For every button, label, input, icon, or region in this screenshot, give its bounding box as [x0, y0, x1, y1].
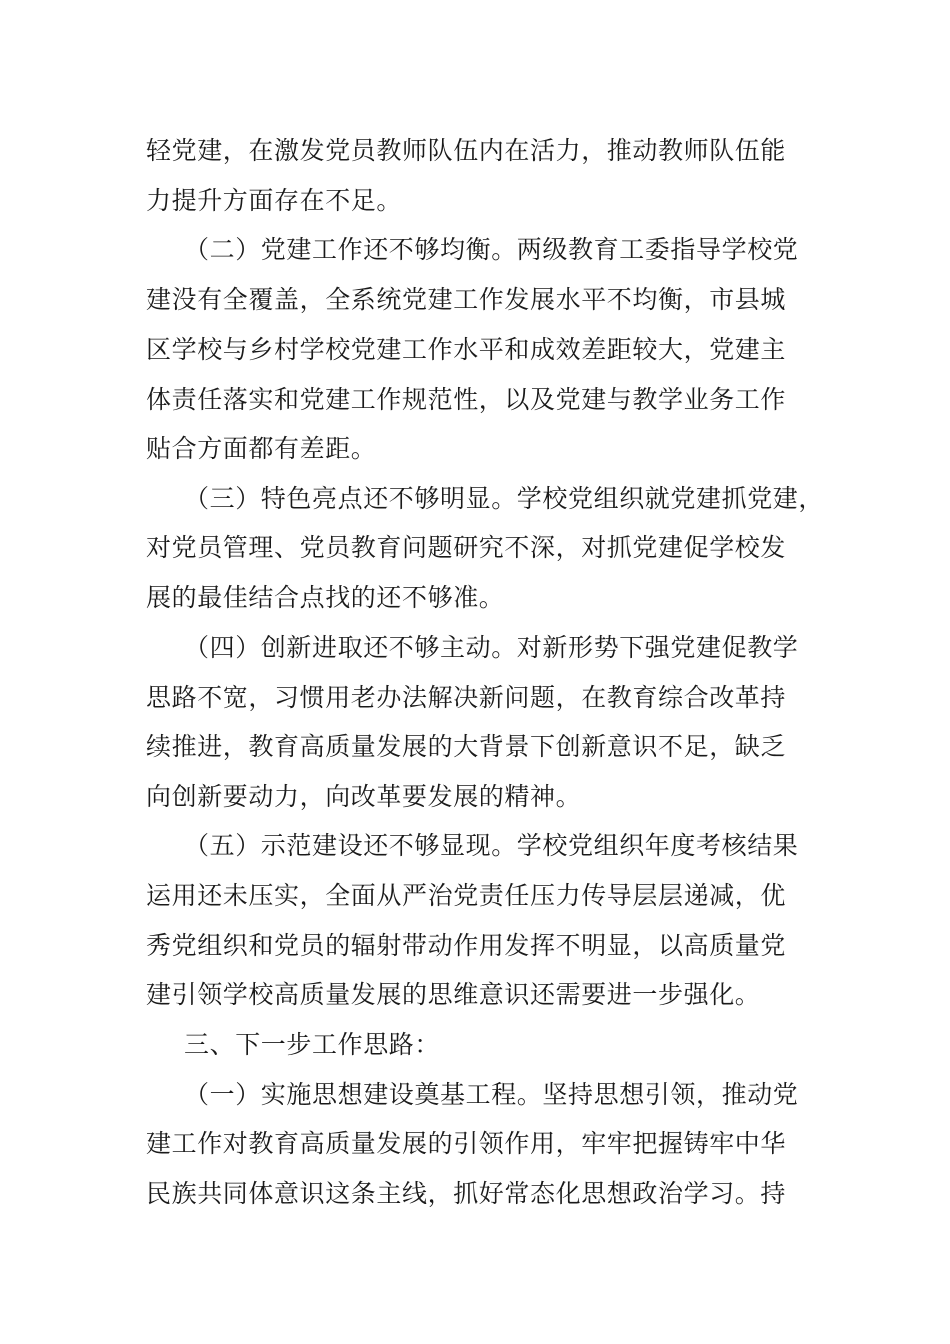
text-line: 对党员管理、党员教育问题研究不深，对抓党建促学校发 [146, 533, 787, 562]
text-line: 力提升方面存在不足。 [146, 186, 403, 215]
text-line: 区学校与乡村学校党建工作水平和成效差距较大，党建主 [146, 335, 787, 364]
text-line: 民族共同体意识这条主线，抓好常态化思想政治学习。持 [146, 1179, 787, 1208]
text-line: 建引领学校高质量发展的思维意识还需要进一步强化。 [146, 980, 761, 1009]
text-line: 建工作对教育高质量发展的引领作用，牢牢把握铸牢中华 [146, 1129, 787, 1158]
section-heading-5: （五）示范建设还不够显现。学校党组织年度考核结果 [184, 831, 799, 860]
text-line: 建没有全覆盖，全系统党建工作发展水平不均衡，市县城 [146, 285, 787, 314]
section-heading-2: （二）党建工作还不够均衡。两级教育工委指导学校党 [184, 235, 799, 264]
text-line: 贴合方面都有差距。 [146, 434, 377, 463]
text-line: 展的最佳结合点找的还不够准。 [146, 583, 505, 612]
section-heading-3: （三）特色亮点还不够明显。学校党组织就党建抓党建， [184, 484, 825, 513]
section-heading-4: （四）创新进取还不够主动。对新形势下强党建促教学 [184, 633, 799, 662]
text-line: 运用还未压实，全面从严治党责任压力传导层层递减，优 [146, 881, 787, 910]
text-line: 体责任落实和党建工作规范性，以及党建与教学业务工作 [146, 385, 787, 414]
text-line: 向创新要动力，向改革要发展的精神。 [146, 782, 582, 811]
text-line: 秀党组织和党员的辐射带动作用发挥不明显，以高质量党 [146, 931, 787, 960]
chapter-heading-3: 三、下一步工作思路： [184, 1030, 441, 1059]
section-heading-1: （一）实施思想建设奠基工程。坚持思想引领，推动党 [184, 1080, 799, 1109]
text-line: 续推进，教育高质量发展的大背景下创新意识不足，缺乏 [146, 732, 787, 761]
text-line: 思路不宽，习惯用老办法解决新问题，在教育综合改革持 [146, 683, 787, 712]
text-line: 轻党建，在激发党员教师队伍内在活力，推动教师队伍能 [146, 136, 787, 165]
